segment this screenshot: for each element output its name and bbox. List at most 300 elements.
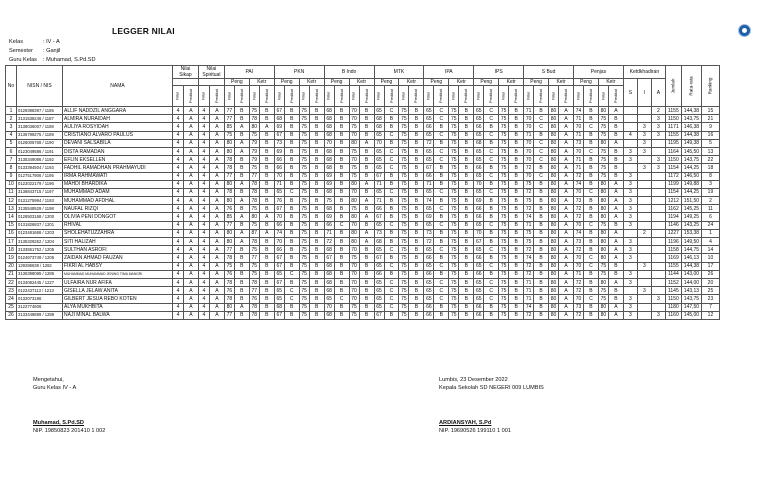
cell-grade: C [434,147,449,155]
cell-ranking: 24 [702,221,720,229]
cell-izin: 3 [637,123,651,131]
cell-grade: B [409,205,424,213]
cell-grade: 76 [224,270,234,278]
cell-grade: 75 [399,287,409,295]
cell-rata: 144,25 [681,164,701,172]
cell-spiritual-predikat: A [209,131,224,139]
cell-no: 6 [6,147,17,155]
cell-grade: B [584,197,599,205]
cell-grade: B [284,205,299,213]
cell-grade: 70 [324,139,334,147]
col-ketr: Ketr [399,79,424,86]
cell-izin [637,221,651,229]
cell-grade: B [434,311,449,319]
cell-grade: B [459,311,474,319]
cell-jumlah: 1196 [665,238,681,246]
cell-grade: 80 [224,238,234,246]
cell-grade: C [384,107,399,115]
info-value: : Muhamad, S.Pd.SD [42,57,96,64]
cell-grade: 71 [574,164,584,172]
cell-grade: B [284,164,299,172]
cell-grade: B [608,262,623,270]
cell-nisn: 3136398085 / 1285 [17,270,63,278]
cell-grade: 65 [424,246,434,254]
cell-grade: C [534,123,549,131]
cell-grade: 80 [224,139,234,147]
table-row [6,238,720,246]
cell-grade: B [484,229,499,237]
cell-grade: 65 [474,295,484,303]
cell-grade: B [309,147,324,155]
cell-grade: 70 [349,156,359,164]
cell-grade: 68 [324,311,334,319]
cell-grade: 69 [474,197,484,205]
col-predikat-text: Predikat [339,89,344,103]
cell-grade: 80 [249,213,259,221]
cell-grade: B [459,303,474,311]
cell-grade: A [559,311,574,319]
cell-grade: B [359,188,374,196]
cell-grade: 68 [274,303,284,311]
cell-rata: 143,13 [681,287,701,295]
cell-grade: B [259,221,274,229]
cell-grade: B [334,278,349,286]
cell-grade: B [359,147,374,155]
cell-grade: 75 [499,287,509,295]
cell-grade: 71 [374,197,384,205]
cell-grade: B [484,164,499,172]
cell-grade: A [259,123,274,131]
cell-grade: B [384,197,399,205]
cell-nisn: 3138843715 / 1197 [17,188,63,196]
cell-no: 5 [6,139,17,147]
cell-sikap-nilai: 4 [173,188,184,196]
cell-grade: 70 [574,147,584,155]
cell-grade: 80 [549,205,559,213]
cell-grade: B [234,278,249,286]
cell-grade: 80 [549,172,559,180]
cell-grade: B [359,270,374,278]
cell-grade: B [384,254,399,262]
cell-grade: 78 [249,188,259,196]
cell-grade: B [334,139,349,147]
cell-grade: B [259,295,274,303]
cell-rata: 149,38 [681,139,701,147]
cell-grade: B [259,254,274,262]
info-row-semester [9,48,100,55]
cell-grade: B [434,164,449,172]
cell-grade: 80 [598,246,608,254]
cell-rata: 153,38 [681,229,701,237]
cell-sikap-predikat: A [184,254,199,262]
cell-grade: B [484,270,499,278]
cell-grade: 70 [524,172,534,180]
cell-grade: B [334,246,349,254]
cell-grade: 75 [449,197,459,205]
cell-grade: 75 [249,205,259,213]
cell-jumlah: 1146 [665,221,681,229]
cell-grade: 78 [249,197,259,205]
col-nama: NAMA [63,66,173,107]
col-nilai-spiritual-l2: Spiritual [202,72,221,78]
cell-spiritual-nilai: 4 [198,147,209,155]
cell-ranking: 17 [702,262,720,270]
cell-grade: 75 [449,180,459,188]
cell-grade: B [459,295,474,303]
cell-spiritual-predikat: A [209,188,224,196]
cell-nisn: 0122022179 / 1196 [17,180,63,188]
cell-grade: 73 [574,238,584,246]
cell-grade: B [259,270,274,278]
cell-grade: 75 [299,295,309,303]
cell-sikap-nilai: 4 [173,311,184,319]
col-nilai-text: Nilai [501,92,506,100]
cell-grade: A [234,147,249,155]
cell-grade: 65 [474,115,484,123]
cell-grade: B [259,147,274,155]
cell-grade: B [334,254,349,262]
cell-grade: 75 [299,172,309,180]
cell-grade: B [608,123,623,131]
cell-grade: 75 [399,262,409,270]
cell-grade: B [459,188,474,196]
cell-grade: B [484,238,499,246]
cell-grade: B [584,205,599,213]
cell-no: 18 [6,246,17,254]
cell-grade: 72 [324,238,334,246]
cell-grade: 66 [374,205,384,213]
cell-grade: 67 [324,254,334,262]
page-title: LEGGER NILAI [112,26,175,36]
cell-nisn: 0131826837 / 1201 [17,221,63,229]
cell-grade: 75 [399,311,409,319]
cell-grade: 68 [474,139,484,147]
cell-grade: B [384,311,399,319]
cell-grade: 80 [549,221,559,229]
cell-grade: B [459,221,474,229]
col-nilai [499,86,509,107]
col-predikat [284,86,299,107]
cell-grade: B [334,180,349,188]
cell-grade: B [534,303,549,311]
cell-grade: 80 [549,287,559,295]
cell-spiritual-nilai: 4 [198,246,209,254]
cell-grade: 75 [299,139,309,147]
cell-grade: 78 [224,156,234,164]
info-label: Kelas [9,39,23,45]
cell-grade: 71 [324,229,334,237]
cell-grade: 77 [224,221,234,229]
cell-grade: B [334,115,349,123]
cell-grade: A [559,156,574,164]
cell-grade: B [459,254,474,262]
cell-grade: B [284,229,299,237]
cell-nama: MUHAMMAD MUHAMMAD JENING TIMA MANGRI [63,270,173,278]
cell-sikap-predikat: A [184,287,199,295]
cell-sikap-predikat: A [184,131,199,139]
cell-grade: 73 [574,139,584,147]
cell-grade: B [509,278,524,286]
cell-grade: 75 [499,262,509,270]
col-predikat-text: Predikat [514,89,519,103]
cell-grade: 75 [499,254,509,262]
cell-grade: C [384,287,399,295]
cell-grade: 80 [224,303,234,311]
cell-sikap-nilai: 4 [173,221,184,229]
cell-grade: 67 [274,107,284,115]
cell-nama: ALYA MUKHBITA [63,303,173,311]
cell-sikap-nilai: 4 [173,172,184,180]
cell-ranking: 22 [702,156,720,164]
cell-grade: 80 [549,188,559,196]
cell-grade: B [359,287,374,295]
cell-grade: B [584,246,599,254]
cell-grade: B [459,287,474,295]
cell-grade: B [409,295,424,303]
cell-grade: B [509,172,524,180]
cell-grade: B [509,262,524,270]
cell-sakit: 3 [623,147,637,155]
cell-grade: B [608,115,623,123]
col-nilai-text: Nilai [576,92,581,100]
cell-grade: 68 [274,115,284,123]
cell-grade: B [509,295,524,303]
grade-ledger-table [5,65,720,320]
col-peng: Peng [424,79,449,86]
cell-grade: 80 [349,180,359,188]
cell-grade: 71 [374,180,384,188]
col-spiritual-blank [198,79,224,86]
cell-grade: 80 [598,213,608,221]
cell-grade: A [559,254,574,262]
cell-grade: 72 [574,278,584,286]
cell-izin [637,213,651,221]
cell-grade: C [384,188,399,196]
cell-grade: B [409,238,424,246]
cell-grade: B [234,262,249,270]
cell-grade: 71 [524,287,534,295]
cell-nisn: 0134082445 / 1227 [17,278,63,286]
cell-grade: 75 [449,172,459,180]
cell-ranking: 18 [702,164,720,172]
cell-sakit [623,287,637,295]
cell-sikap-nilai: 4 [173,287,184,295]
cell-grade: C [584,295,599,303]
cell-grade: 80 [549,156,559,164]
cell-grade: 75 [349,311,359,319]
cell-grade: 67 [374,311,384,319]
cell-grade: 78 [224,278,234,286]
cell-grade: 75 [499,139,509,147]
cell-grade: B [584,164,599,172]
cell-grade: 70 [574,295,584,303]
cell-grade: 75 [449,262,459,270]
cell-jumlah: 1195 [665,139,681,147]
cell-grade: 72 [524,246,534,254]
cell-grade: 65 [374,131,384,139]
cell-grade: 80 [224,197,234,205]
cell-grade: B [434,229,449,237]
cell-grade: 74 [574,180,584,188]
cell-grade: A [559,164,574,172]
col-rata-text: Rata-rata [688,76,694,96]
cell-grade: B [284,311,299,319]
cell-spiritual-predikat: A [209,311,224,319]
cell-grade: C [584,221,599,229]
cell-grade: 66 [474,303,484,311]
cell-grade: 71 [574,270,584,278]
cell-grade: 75 [399,254,409,262]
cell-grade: B [259,238,274,246]
cell-grade: 87 [249,229,259,237]
cell-grade: B [359,295,374,303]
cell-grade: B [234,107,249,115]
cell-grade: 68 [324,205,334,213]
cell-grade: B [459,270,474,278]
cell-grade: 70 [524,147,534,155]
cell-grade: C [434,287,449,295]
cell-grade: A [608,205,623,213]
cell-grade: A [559,278,574,286]
cell-grade: 70 [574,123,584,131]
cell-rata: 146,38 [681,123,701,131]
cell-grade: 75 [524,238,534,246]
cell-grade: C [484,246,499,254]
cell-grade: 65 [374,303,384,311]
cell-grade: B [334,303,349,311]
col-predikat [434,86,449,107]
cell-grade: B [534,238,549,246]
cell-grade: 80 [549,238,559,246]
cell-grade: A [234,213,249,221]
cell-grade: 80 [549,278,559,286]
cell-grade: B [584,303,599,311]
cell-grade: 79 [249,156,259,164]
cell-nisn: 3122774606 [17,303,63,311]
cell-grade: B [509,139,524,147]
cell-grade: 71 [524,278,534,286]
cell-grade: 66 [474,254,484,262]
cell-alpa: 3 [651,123,665,131]
cell-spiritual-predikat: A [209,139,224,147]
table-row [6,303,720,311]
cell-nama: DISTA RAMADAN [63,147,173,155]
table-row [6,180,720,188]
cell-izin [637,311,651,319]
cell-grade: 75 [299,287,309,295]
cell-grade: A [359,180,374,188]
cell-grade: 65 [374,246,384,254]
cell-grade: 75 [399,270,409,278]
cell-grade: C [584,254,599,262]
cell-grade: A [259,213,274,221]
cell-grade: 71 [574,131,584,139]
cell-grade: C [484,107,499,115]
cell-grade: A [608,180,623,188]
cell-grade: 68 [324,287,334,295]
cell-grade: 78 [249,303,259,311]
cell-no: 2 [6,115,17,123]
cell-grade: B [309,172,324,180]
cell-izin: 3 [637,164,651,172]
cell-grade: 75 [324,197,334,205]
info-row-guru [9,57,100,64]
cell-grade: B [409,213,424,221]
cell-grade: B [484,180,499,188]
cell-grade: A [559,262,574,270]
cell-sakit: 3 [623,188,637,196]
cell-grade: B [334,197,349,205]
cell-sakit [623,262,637,270]
cell-grade: B [608,156,623,164]
cell-sakit: 3 [623,246,637,254]
cell-grade: C [284,270,299,278]
cell-grade: 70 [349,115,359,123]
cell-grade: 75 [249,131,259,139]
cell-spiritual-nilai: 4 [198,221,209,229]
cell-grade: 71 [524,295,534,303]
cell-sakit [623,115,637,123]
cell-grade: B [459,278,474,286]
cell-grade: 72 [524,311,534,319]
cell-no: 24 [6,295,17,303]
cell-grade: B [284,303,299,311]
cell-nama: FADHIL RAMADHAN PRAHMAYUDI [63,164,173,172]
cell-grade: 65 [424,262,434,270]
cell-grade: B [384,180,399,188]
table-row [6,139,720,147]
col-predikat-text: Predikat [464,89,469,103]
cell-grade: 66 [324,221,334,229]
cell-grade: B [509,303,524,311]
cell-grade: A [234,123,249,131]
cell-grade: 75 [299,246,309,254]
col-predikat-text: Predikat [539,89,544,103]
col-subject: S Bud [524,66,574,79]
cell-grade: B [284,172,299,180]
cell-grade: 74 [524,303,534,311]
cell-sakit: 3 [623,295,637,303]
cell-grade: 78 [224,188,234,196]
col-sikap-blank [173,79,199,86]
cell-spiritual-nilai: 4 [198,295,209,303]
cell-grade: 65 [374,262,384,270]
cell-grade: B [284,131,299,139]
cell-grade: 65 [474,172,484,180]
cell-nama: RHIVAL [63,221,173,229]
cell-grade: B [359,254,374,262]
col-nilai-text: Nilai [601,92,606,100]
cell-sakit: 3 [623,156,637,164]
col-predikat [584,86,599,107]
cell-grade: 75 [299,262,309,270]
cell-grade: 69 [424,213,434,221]
cell-grade: B [334,205,349,213]
cell-grade: 65 [474,287,484,295]
cell-grade: 75 [399,147,409,155]
cell-sakit: 3 [623,303,637,311]
cell-grade: B [434,139,449,147]
cell-grade: B [509,147,524,155]
col-nilai [424,86,434,107]
cell-grade: 68 [324,107,334,115]
col-nilai [198,86,209,107]
cell-nisn: 0126005768 / 1190 [17,139,63,147]
cell-grade: B [234,254,249,262]
col-nilai-text: Nilai [476,92,481,100]
cell-sakit: 3 [623,172,637,180]
cell-grade: B [359,246,374,254]
